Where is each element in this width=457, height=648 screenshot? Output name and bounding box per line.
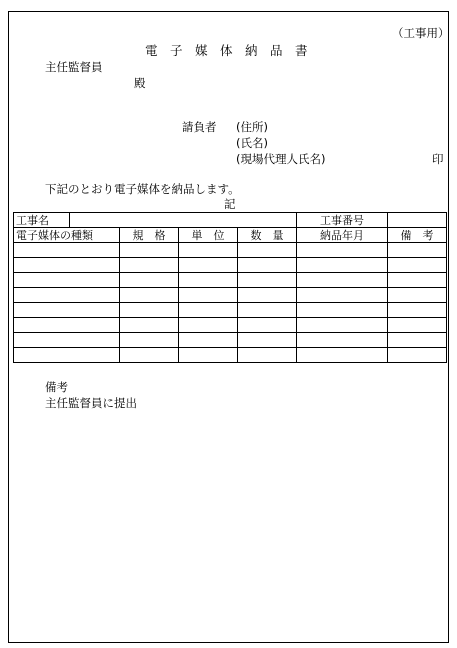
table-cell[interactable] — [238, 348, 297, 363]
table-cell[interactable] — [388, 348, 447, 363]
table-cell[interactable] — [179, 273, 238, 288]
document-title: 電 子 媒 体 納 品 書 — [145, 43, 308, 58]
table-cell[interactable] — [14, 243, 120, 258]
delivery-statement: 下記のとおり電子媒体を納品します。 — [45, 182, 240, 196]
table-cell[interactable] — [297, 288, 388, 303]
address-label: (住所) — [236, 120, 268, 134]
table-cell[interactable] — [179, 288, 238, 303]
table-cell[interactable] — [238, 258, 297, 273]
table-cell[interactable] — [238, 303, 297, 318]
name-label: (氏名) — [236, 136, 268, 150]
table-cell[interactable] — [120, 288, 179, 303]
table-cell[interactable] — [179, 243, 238, 258]
table-cell[interactable] — [297, 243, 388, 258]
agent-name-label: (現場代理人氏名) — [236, 152, 326, 166]
table-row — [14, 273, 447, 288]
project-number-value — [388, 213, 447, 228]
table-cell[interactable] — [238, 273, 297, 288]
table-row — [14, 258, 447, 273]
table-cell[interactable] — [388, 273, 447, 288]
table-row — [14, 288, 447, 303]
table-cell[interactable] — [297, 318, 388, 333]
header-row — [14, 228, 447, 243]
notes-label: 備考 — [45, 380, 68, 394]
table-row — [14, 318, 447, 333]
table-cell[interactable] — [388, 258, 447, 273]
project-name-label: 工事名 — [14, 213, 70, 228]
table-row — [14, 348, 447, 363]
table-cell[interactable] — [14, 333, 120, 348]
table-cell[interactable] — [388, 288, 447, 303]
table-cell[interactable] — [238, 333, 297, 348]
project-row — [14, 213, 447, 228]
table-cell[interactable] — [14, 288, 120, 303]
form-category: （工事用） — [392, 26, 450, 40]
table-cell[interactable] — [388, 318, 447, 333]
table-cell[interactable] — [14, 258, 120, 273]
header-remarks: 備 考 — [388, 228, 447, 243]
table-cell[interactable] — [120, 243, 179, 258]
table-cell[interactable] — [297, 333, 388, 348]
table-cell[interactable] — [238, 243, 297, 258]
delivery-table — [13, 212, 447, 363]
table-cell[interactable] — [297, 273, 388, 288]
table-cell[interactable] — [179, 303, 238, 318]
addressee-honorific: 殿 — [134, 76, 146, 90]
ki-heading: 記 — [224, 197, 236, 211]
seal-mark: 印 — [432, 152, 444, 166]
table-cell[interactable] — [120, 348, 179, 363]
table-cell[interactable] — [120, 333, 179, 348]
table-cell[interactable] — [179, 348, 238, 363]
project-name-value — [70, 213, 297, 228]
table-body — [14, 243, 447, 363]
table-cell[interactable] — [120, 258, 179, 273]
table-cell[interactable] — [14, 303, 120, 318]
table-cell[interactable] — [297, 258, 388, 273]
notes-text: 主任監督員に提出 — [45, 396, 137, 410]
table-row — [14, 333, 447, 348]
table-cell[interactable] — [14, 273, 120, 288]
table-cell[interactable] — [388, 303, 447, 318]
table-cell[interactable] — [179, 258, 238, 273]
table-cell[interactable] — [238, 288, 297, 303]
table-cell[interactable] — [388, 333, 447, 348]
table-cell[interactable] — [179, 333, 238, 348]
header-unit: 単 位 — [179, 228, 238, 243]
table-cell[interactable] — [120, 303, 179, 318]
addressee-role: 主任監督員 — [45, 60, 103, 74]
table-cell[interactable] — [238, 318, 297, 333]
project-number-label: 工事番号 — [297, 213, 388, 228]
table-cell[interactable] — [14, 318, 120, 333]
header-media-type: 電子媒体の種類 — [14, 228, 120, 243]
table-cell[interactable] — [120, 273, 179, 288]
table-cell[interactable] — [388, 243, 447, 258]
header-spec: 規 格 — [120, 228, 179, 243]
table-row — [14, 243, 447, 258]
contractor-label: 請負者 — [182, 120, 217, 134]
table-cell[interactable] — [14, 348, 120, 363]
table-row — [14, 303, 447, 318]
table-cell[interactable] — [297, 348, 388, 363]
header-delivery-date: 納品年月 — [297, 228, 388, 243]
table-cell[interactable] — [179, 318, 238, 333]
table-cell[interactable] — [120, 318, 179, 333]
table-cell[interactable] — [297, 303, 388, 318]
header-quantity: 数 量 — [238, 228, 297, 243]
